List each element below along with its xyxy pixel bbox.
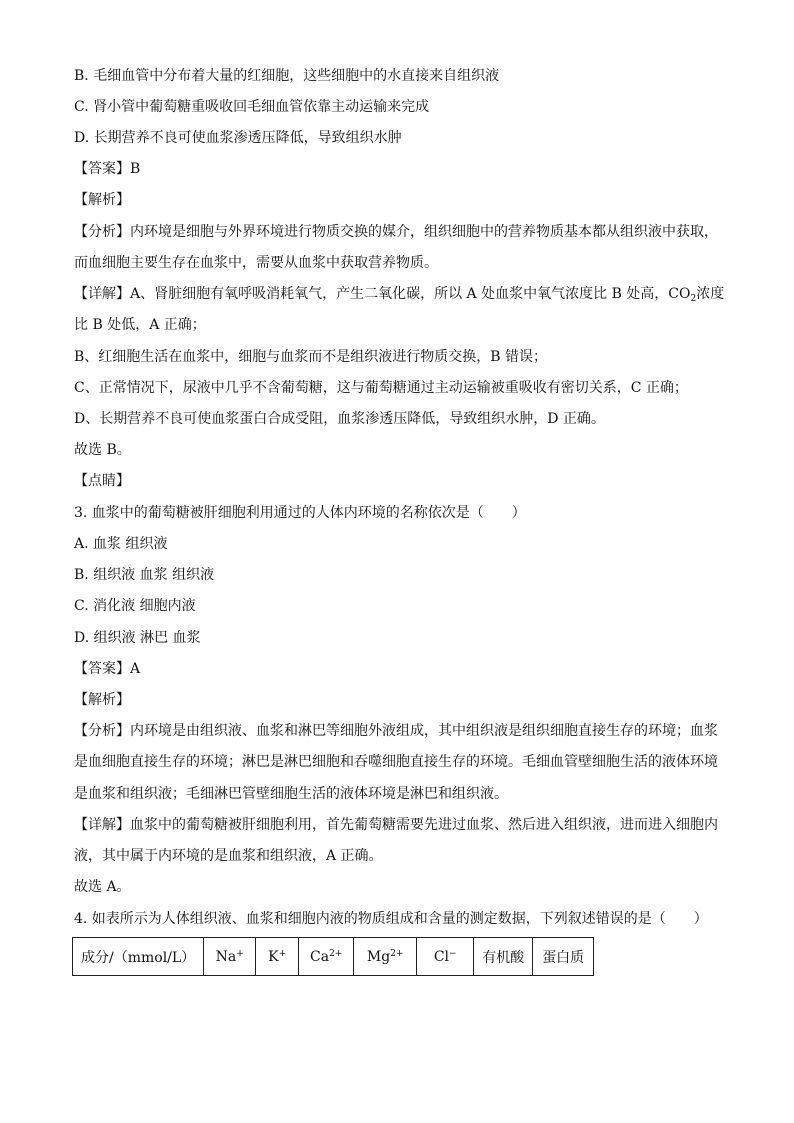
table-header-row <box>73 938 594 976</box>
analysis-text-q2-line1: 【分析】内环境是细胞与外界环境进行物质交换的媒介，组织细胞中的营养物质基本都从组织液中获取， <box>74 224 718 240</box>
detail-text-after: 浓度 <box>696 286 725 302</box>
header-cell-component: 成分/（mmol/L） <box>73 938 204 976</box>
detail-text-q2-line1 <box>74 284 724 304</box>
answer-q3: 【答案】A <box>74 661 141 677</box>
analysis-text-q3-line1: 【分析】内环境是由组织液、血浆和淋巴等细胞外液组成，其中组织液是组织细胞直接生存的环境；血浆 <box>74 723 718 739</box>
tips-heading-q2: 【点睛】 <box>74 473 130 489</box>
detail-b-q2: B、红细胞生活在血浆中，细胞与血浆而不是组织液进行物质交换，B 错误； <box>74 349 548 365</box>
header-cell-k: K+ <box>256 938 299 976</box>
answer-q2: 【答案】B <box>74 161 141 177</box>
header-cell-organic-acid: 有机酸 <box>474 938 533 976</box>
header-cell-na: Na+ <box>204 938 256 976</box>
detail-text-q3-line2: 液，其中属于内环境的是血浆和组织液，A 正确。 <box>74 848 383 864</box>
detail-d-q2: D、长期营养不良可使血浆蛋白合成受阻，血浆渗透压降低，导致组织水肿，D 正确。 <box>74 411 605 427</box>
header-cell-cl: Cl− <box>417 938 474 976</box>
analysis-heading-q2: 【解析】 <box>74 192 130 208</box>
choice-q2: 故选 B。 <box>74 442 131 458</box>
analysis-text-q2-line2: 而血细胞主要生存在血浆中，需要从血浆中获取营养物质。 <box>74 255 438 271</box>
detail-text-q3-line1: 【详解】血浆中的葡萄糖被肝细胞利用，首先葡萄糖需要先进过血浆、然后进入组织液，进而进入细胞内 <box>74 817 718 833</box>
header-cell-ca: $Ca^{2+}$ <box>299 938 354 976</box>
analysis-heading-q3: 【解析】 <box>74 692 130 708</box>
option-b-q2: B. 毛细血管中分布着大量的红细胞，这些细胞中的水直接来自组织液 <box>74 68 500 84</box>
question-4: 4. 如表所示为人体组织液、血浆和细胞内液的物质组成和含量的测定数据，下列叙述错误的是（ ） <box>74 911 708 927</box>
choice-q3: 故选 A。 <box>74 879 131 895</box>
detail-text-before: 【详解】A、肾脏细胞有氧呼吸消耗氧气，产生二氧化碳，所以 A 处血浆中氧气浓度比 B 处高，CO <box>74 286 691 302</box>
co2-subscript: 2 <box>690 294 697 304</box>
question-3: 3. 血浆中的葡萄糖被肝细胞利用通过的人体内环境的名称依次是（ ） <box>74 505 526 521</box>
analysis-text-q3-line3: 是血浆和组织液；毛细淋巴管壁细胞生活的液体环境是淋巴和组织液。 <box>74 786 508 802</box>
detail-c-q2: C、正常情况下，尿液中几乎不含葡萄糖，这与葡萄糖通过主动运输被重吸收有密切关系，C 正确； <box>74 380 688 396</box>
option-d-q2: D. 长期营养不良可使血浆渗透压降低，导致组织水肿 <box>74 130 402 146</box>
option-d-q3: D. 组织液 淋巴 血浆 <box>74 630 201 646</box>
analysis-text-q3-line2: 是血细胞直接生存的环境；淋巴是淋巴细胞和吞噬细胞直接生存的环境。毛细血管壁细胞生活的液体环境 <box>74 754 718 770</box>
option-c-q3: C. 消化液 细胞内液 <box>74 598 196 614</box>
option-a-q3: A. 血浆 组织液 <box>74 536 168 552</box>
composition-table <box>72 937 594 976</box>
detail-text-q2-line2: 比 B 处低，A 正确； <box>74 317 206 333</box>
option-b-q3: B. 组织液 血浆 组织液 <box>74 567 215 583</box>
option-c-q2: C. 肾小管中葡萄糖重吸收回毛细血管依靠主动运输来完成 <box>74 99 430 115</box>
header-cell-protein: 蛋白质 <box>533 938 594 976</box>
header-cell-mg: $Mg^{2+}$ <box>354 938 417 976</box>
